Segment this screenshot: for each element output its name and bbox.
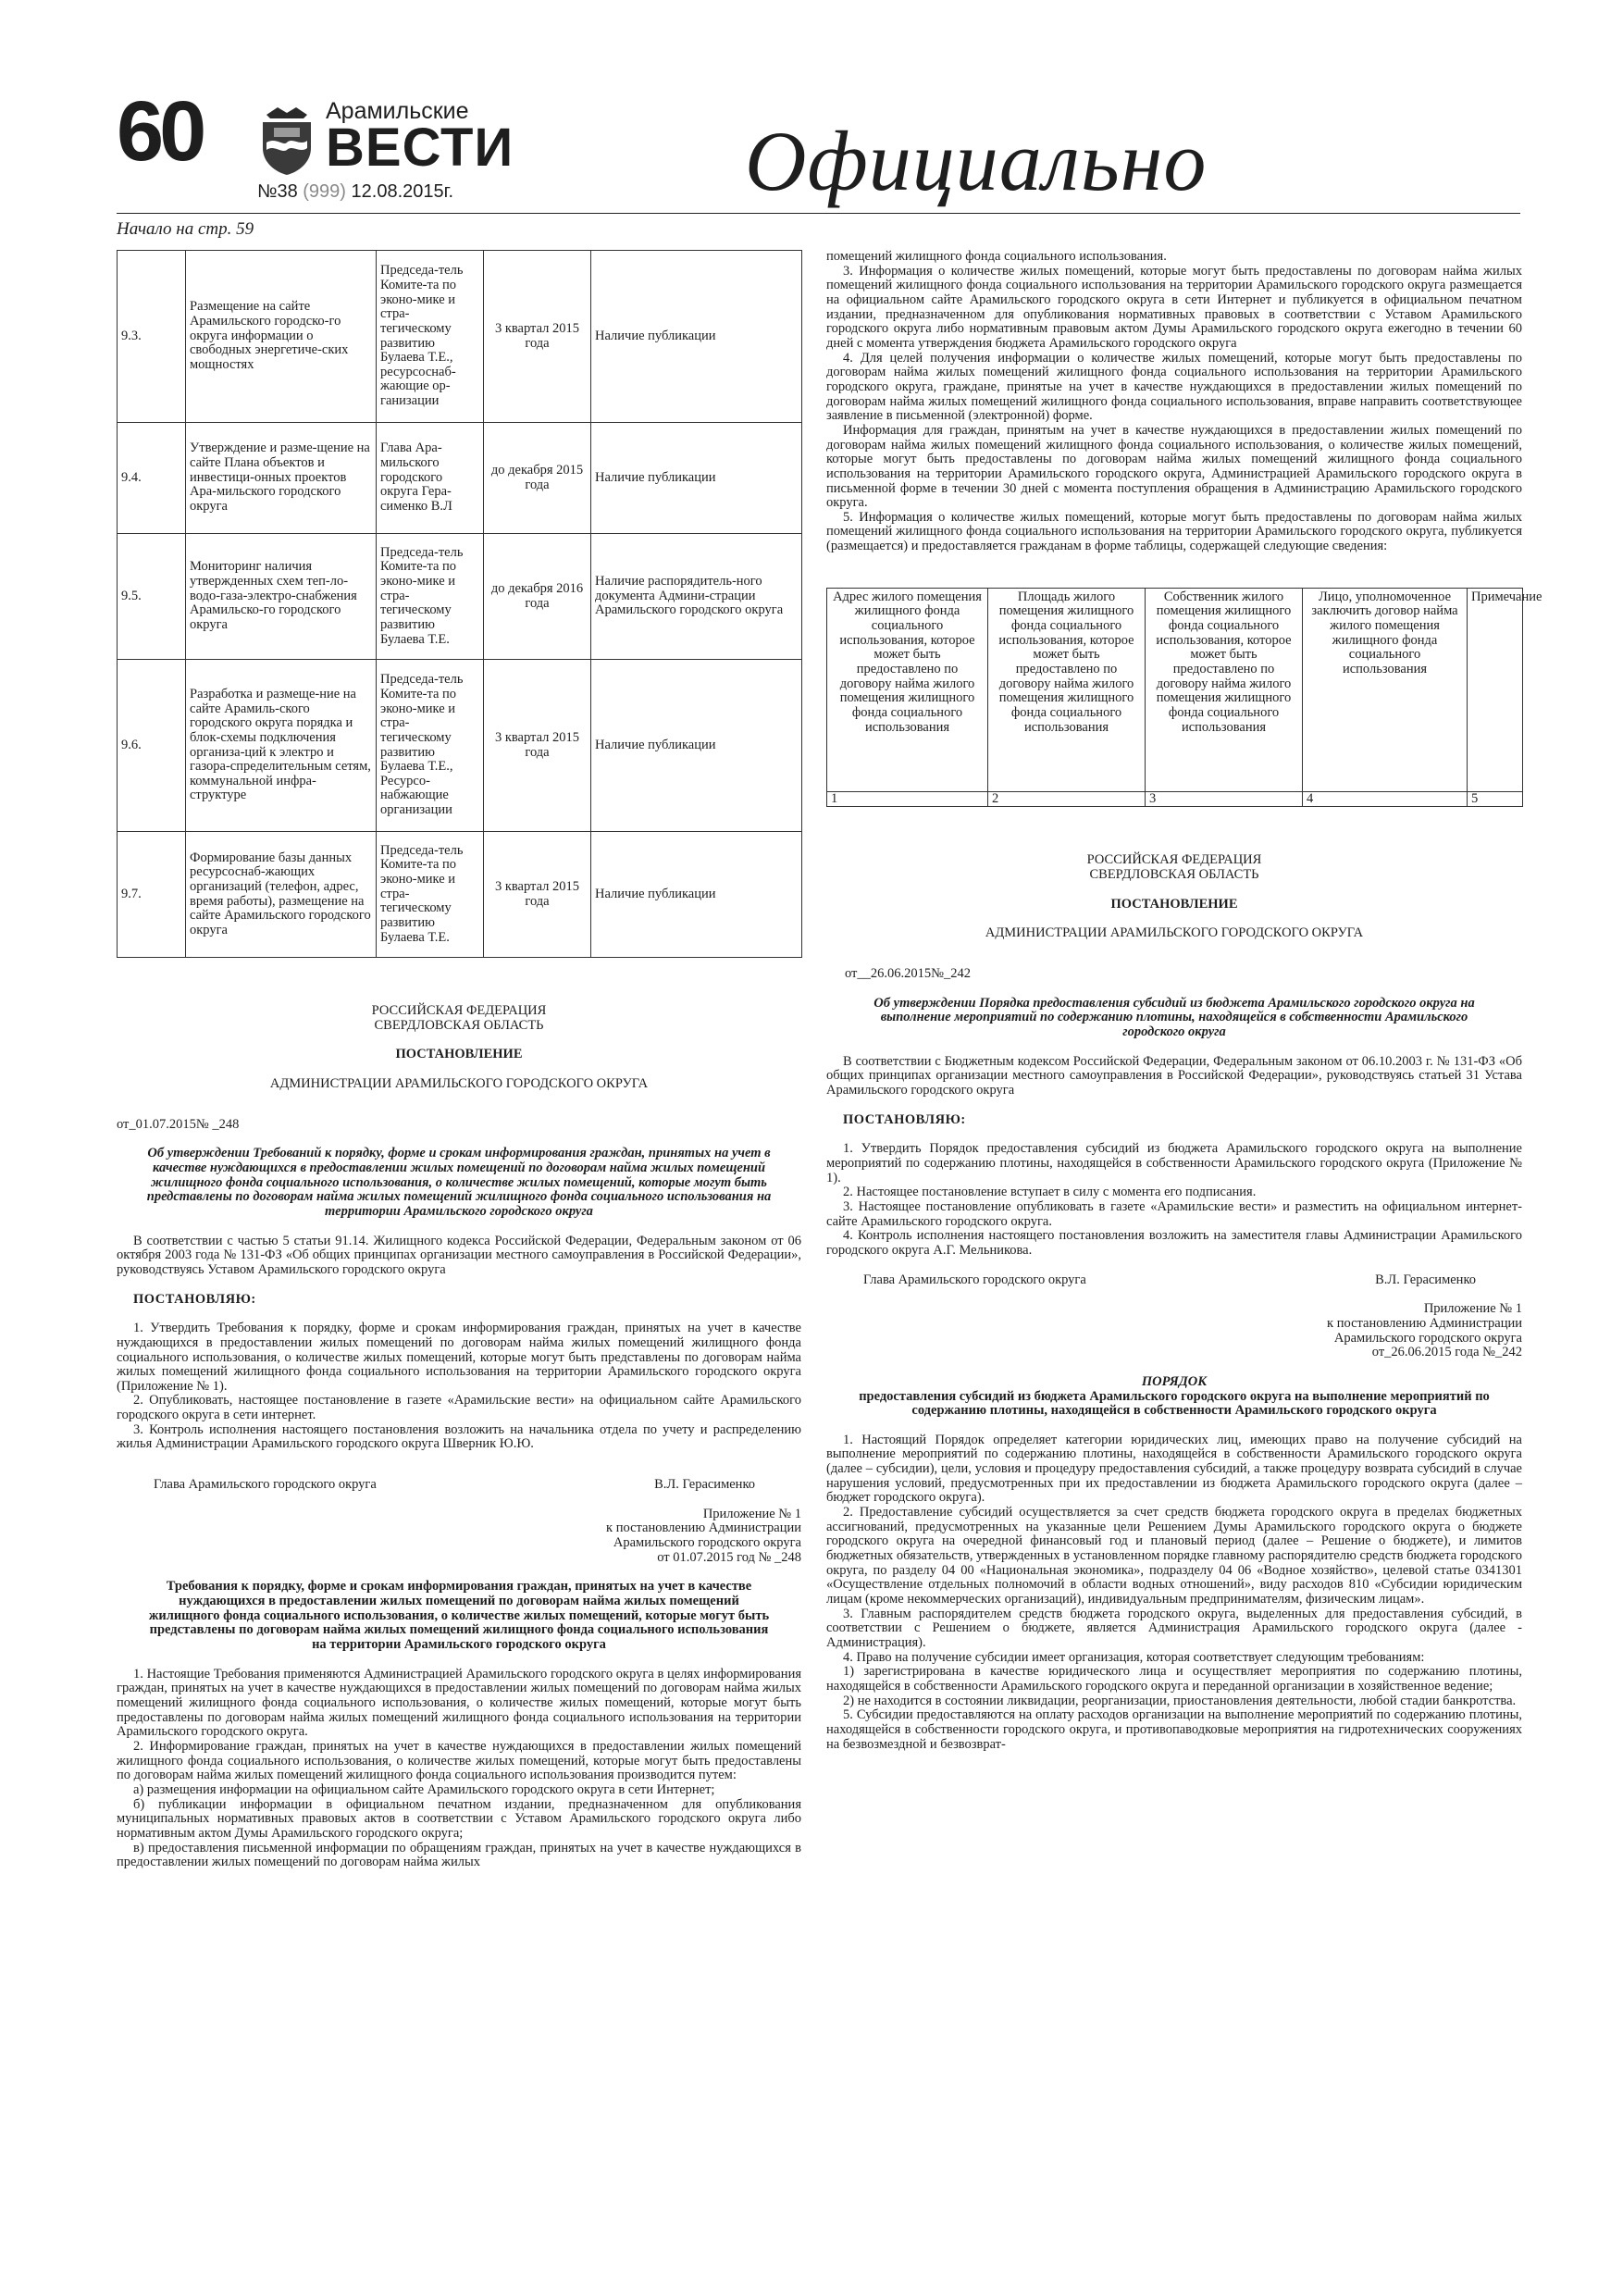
table-cell-responsible: Глава Ара-мильского городского округа Гера-сименко В.Л	[377, 423, 484, 534]
appendix-line: от 01.07.2015 год № _248	[657, 1549, 801, 1565]
table-cell-result: Наличие публикации	[591, 660, 802, 832]
requirements-item: 1. Настоящие Требования применяются Администрацией Арамильского городского округа в целях информирования граждан, принятых на учет в качестве нуждающихся в предоставлении жилых помещений по договорам найма жилых помещений жилищного фонда социального использования, о количестве жилых помещений, которые могут быть предоставлены по договорам найма жилых помещений жилищного фонда социального использования на территории Арамильского городского округа.	[117, 1666, 801, 1740]
order-item: 1. Настоящий Порядок определяет категории юридических лиц, имеющих право на получение субсидий на выполнение мероприятий по содержанию плотины, находящейся в собственности Арамильского городского округа (далее – субсидии), цели, условия и процедуру предоставления субсидий, а также процедуру возврата субсидий в случае нарушения условий, предусмотренных при их предоставлении из бюджета Арамильского городского округа (далее – бюджет городского округа).	[826, 1432, 1522, 1506]
table-cell-event: Формирование базы данных ресурсоснаб-жающих организаций (телефон, адрес, время работы), размещение на сайте Арамильского городского округа	[186, 832, 377, 958]
issue-line	[257, 182, 453, 201]
doc-item: 3. Контроль исполнения настоящего постановления возложить на начальника отдела по учету и распределению жилья Администрации Арамильского городского округа Шверник Ю.Ю.	[117, 1421, 801, 1452]
table-row	[827, 791, 1523, 807]
table-cell: 1	[827, 791, 988, 807]
order-item: 3. Главным распорядителем средств бюджета городского округа, выделенных для предоставления субсидий, в соответствии с Решением о бюджете, является Администрация Арамильского городского округа (далее - Администрация).	[826, 1606, 1522, 1650]
order-item: 4. Право на получение субсидии имеет организация, которая соответствует следующим требованиям:	[843, 1649, 1425, 1665]
doc-title: Об утверждении Требований к порядку, форме и срокам информирования граждан, принятых на учет в качестве нуждающихся в предоставлении жилых помещений по договорам найма жилых помещений жилищного фонда социального использования, о количестве жилых помещений, которые могут быть представлены по договорам найма жилых помещений жилищного фонда социального использования на территории Арамильского городского округа	[146, 1146, 772, 1219]
doc-date: от_01.07.2015№ _248	[117, 1116, 240, 1132]
signature-block	[826, 1273, 1522, 1288]
doc-type: ПОСТАНОВЛЕНИЕ	[395, 1047, 523, 1062]
body-paragraph: Информация для граждан, принятым на учет в качестве нуждающихся в предоставлении жилых помещений по договорам найма жилых помещений жилищного фонда социального использования, о количестве жилых помещений, которые могут быть предоставлены по договорам найма жилых помещений жилищного фонда социального использования на территории Арамильского городского округа, Администрацией Арамильского городского округа в письменной форме в течении 30 дней с момента поступления обращения в Администрацию Арамильского городского округа.	[826, 422, 1522, 511]
requirements-item: в) предоставления письменной информации по обращениям граждан, принятых на учет в качестве нуждающихся в предоставлении жилых помещений по договорам найма жилых	[117, 1840, 801, 1870]
table-cell-num: 9.5.	[118, 534, 186, 660]
doc-preamble: В соответствии с Бюджетным кодексом Российской Федерации, Федеральным законом от 06.10.2003 г. № 131-ФЗ «Об общих принципах организации местного самоуправления в Российской Федерации», руководствуясь статьей 31 Устава Арамильского городского округа	[826, 1053, 1522, 1098]
doc-item: 2. Опубликовать, настоящее постановление в газете «Арамильские вести» на официальном сайте Арамильского городского округа в сети интернет.	[117, 1393, 801, 1423]
table-header-cell: Собственник жилого помещения жилищного фонда социального использования, которое может быть предоставлено по договору найма жилого помещения жилищного фонда социального использования	[1146, 588, 1303, 791]
table-cell: 4	[1303, 791, 1468, 807]
appendix-line: Приложение № 1	[1423, 1301, 1522, 1317]
table-row	[118, 251, 802, 423]
requirements-title: Требования к порядку, форме и срокам информирования граждан, принятых на учет в качестве нуждающихся в предоставлении жилых помещений по договорам найма жилых помещений жилищного фонда социального использования, о количестве жилых помещений, которые могут быть представлены по договорам найма жилых помещений жилищного фонда социального использования на территории Арамильского городского округа	[148, 1579, 770, 1652]
signature-role: Глава Арамильского городского округа	[863, 1272, 1086, 1287]
body-paragraph: 5. Информация о количестве жилых помещений, которые могут быть предоставлены по договорам найма жилых помещений жилищного фонда социального использования на территории Арамильского городского округа, публикуется (размещается) и предоставляется гражданам в форме таблицы, содержащей следующие сведения:	[826, 509, 1522, 554]
table-cell: 2	[988, 791, 1146, 807]
doc-item: 3. Настоящее постановление опубликовать в газете «Арамильские вести» и разместить на официальном интернет-сайте Арамильского городского округа.	[826, 1198, 1522, 1229]
table-cell-event: Мониторинг наличия утвержденных схем теп-ло-водо-газа-электро-снабжения Арамильско-го городского округа	[186, 534, 377, 660]
signature-name: В.Л. Герасименко	[654, 1477, 755, 1493]
appendix-line: от_26.06.2015 года №_242	[1371, 1345, 1522, 1360]
section-title: Официально	[745, 114, 1208, 208]
plan-table	[117, 250, 802, 958]
table-cell-responsible: Председа-тель Комите-та по эконо-мике и стра-тегическому развитию Булаева Т.Е.	[377, 534, 484, 660]
table-cell-term: 3 квартал 2015 года	[484, 832, 591, 958]
coat-of-arms-icon	[257, 105, 316, 180]
doc-item: 1. Утвердить Требования к порядку, форме и срокам информирования граждан, принятых на учет в качестве нуждающихся в предоставлении жилых помещений по договорам найма жилых помещений жилищного фонда социального использования, о количестве жилых помещений, которые могут быть представлены по договорам найма жилых помещений жилищного фонда социального использования на территории Арамильского городского округа (Приложение № 1).	[117, 1321, 801, 1394]
logo-title: ВЕСТИ	[326, 118, 514, 178]
table-header-cell: Адрес жилого помещения жилищного фонда социального использования, которое может быть предоставлено по договору найма жилого помещения жилищного фонда социального использования	[827, 588, 988, 791]
doc-title: Об утверждении Порядка предоставления субсидий из бюджета Арамильского городского округа на выполнение мероприятий по содержанию плотины, находящейся в собственности Арамильского городского округа	[873, 995, 1475, 1040]
body-paragraph: 3. Информация о количестве жилых помещений, которые могут быть предоставлены по договорам найма жилых помещений жилищного фонда социального использования на территории Арамильского городского округа размещается на официальном сайте Арамильского городского округа в сети Интернет и публикуется в официальном печатном издании, предназначенном для опубликования нормативных правовых в соответствии с Уставом Арамильского городского округа либо нормативным правовым актом Думы Арамильского городского округа ежегодно в течении 60 дней с момента утверждения бюджета Арамильского городского округа	[826, 263, 1522, 351]
continued-note: Начало на стр. 59	[117, 219, 254, 239]
header-divider	[117, 213, 1520, 214]
appendix-line: Арамильского городского округа	[613, 1535, 801, 1551]
table-cell-responsible: Председа-тель Комите-та по эконо-мике и стра-тегическому развитию Булаева Т.Е., ресурсоснаб-жающие ор-ганизации	[377, 251, 484, 423]
appendix-line: к постановлению Администрации	[1327, 1315, 1522, 1331]
table-cell-event: Утверждение и разме-щение на сайте Плана объектов и инвестици-онных проектов Ара-мильского городского округа	[186, 423, 377, 534]
table-cell-term: 3 квартал 2015 года	[484, 660, 591, 832]
left-column	[117, 250, 801, 1870]
doc-authority: АДМИНИСТРАЦИИ АРАМИЛЬСКОГО ГОРОДСКОГО ОКРУГА	[269, 1075, 649, 1091]
appendix-line: Арамильского городского округа	[1333, 1330, 1522, 1346]
order-item: 1) зарегистрирована в качестве юридического лица и осуществляет мероприятия по содержанию плотины, находящейся в собственности Арамильского городского округа и переданной организации в хозяйственное ведение;	[826, 1664, 1522, 1694]
page-number: 60	[117, 84, 203, 179]
logo-subtitle: Арамильские	[326, 98, 469, 124]
doc-resolve: ПОСТАНОВЛЯЮ:	[843, 1111, 966, 1127]
requirements-item: 2. Информирование граждан, принятых на учет в качестве нуждающихся в предоставлении жилых помещений жилищного фонда социального использования, о количестве жилых помещений, которые могут быть предоставлены по договорам найма жилых помещений жилищного фонда социального использования производится путем:	[117, 1738, 801, 1783]
table-row	[118, 832, 802, 958]
signature-name: В.Л. Герасименко	[1375, 1272, 1476, 1287]
table-cell-result: Наличие публикации	[591, 832, 802, 958]
table-cell-result: Наличие публикации	[591, 423, 802, 534]
issue-date: 12.08.2015г.	[351, 181, 454, 202]
table-cell-term: до декабря 2015 года	[484, 423, 591, 534]
table-cell-result: Наличие распорядитель-ного документа Админи-страции Арамильского городского округа	[591, 534, 802, 660]
table-header-row	[827, 588, 1523, 791]
order-item: 2) не находится в состоянии ликвидации, реорганизации, приостановления деятельности, любой стадии банкротства.	[843, 1693, 1517, 1708]
table-cell-num: 9.7.	[118, 832, 186, 958]
requirements-item: б) публикации информации в официальном печатном издании, предназначенном для опубликования муниципальных нормативных правовых актов в соответствии с Уставом Арамильского городского округа либо нормативным актом Думы Арамильского городского округа;	[117, 1796, 801, 1841]
appendix-line: к постановлению Администрации	[606, 1520, 801, 1536]
requirements-item: а) размещения информации на официальном сайте Арамильского городского округа в сети Интернет;	[133, 1781, 715, 1797]
doc-date: от__26.06.2015№_242	[845, 966, 971, 982]
signature-block	[117, 1478, 801, 1493]
doc-region: СВЕРДЛОВСКАЯ ОБЛАСТЬ	[374, 1017, 544, 1033]
table-cell: 5	[1468, 791, 1523, 807]
info-table	[826, 588, 1542, 808]
doc-preamble: В соответствии с частью 5 статьи 91.14. Жилищного кодекса Российской Федерации, Федеральным законом от 06 октября 2003 года № 131-ФЗ «Об общих принципах организации местного самоуправления в Российской Федерации», руководствуясь Уставом Арамильского городского округа	[117, 1233, 801, 1277]
table-cell-num: 9.6.	[118, 660, 186, 832]
issue-total: (999)	[303, 181, 346, 202]
order-subtitle: предоставления субсидий из бюджета Арамильского городского округа на выполнение мероприятий по содержанию плотины, находящейся в собственности Арамильского городского округа	[859, 1388, 1490, 1419]
table-cell-term: до декабря 2016 года	[484, 534, 591, 660]
doc-type: ПОСТАНОВЛЕНИЕ	[1110, 896, 1238, 912]
table-row	[118, 534, 802, 660]
doc-resolve: ПОСТАНОВЛЯЮ:	[133, 1291, 256, 1307]
order-title: ПОРЯДОК	[1141, 1373, 1208, 1389]
doc-country: РОССИЙСКАЯ ФЕДЕРАЦИЯ	[1086, 852, 1262, 868]
order-item: 2. Предоставление субсидий осуществляется за счет средств бюджета городского округа в пределах бюджетных ассигнований, предусмотренных на указанные цели Решением Думы Арамильского городского округа о бюджете городского округа на очередной финансовый год и плановый период (далее – Решение о бюджете), и лимитов бюджетных обязательств, утвержденных в установленном порядке главному распорядителю средств бюджета городского округа, по разделу 04 00 «Национальная экономика», подразделу 04 06 «Водное хозяйство», целевой статье 0341301 «Осуществление отдельных полномочий в области водных отношений», виду расходов 810 «Субсидии юридическим лицам (кроме некоммерческих организаций), индивидуальным предпринимателям, физическим лицам».	[826, 1505, 1522, 1607]
table-cell-num: 9.4.	[118, 423, 186, 534]
table-row	[118, 660, 802, 832]
table-cell-event: Разработка и размеще-ние на сайте Арамиль-ского городского округа порядка и блок-схемы подключения организа-ций к электро и газора-спределительным сетям, коммунальной инфра-структуре	[186, 660, 377, 832]
issue-number: №38	[257, 181, 298, 202]
table-header-cell: Примечание	[1468, 588, 1523, 791]
order-item: 5. Субсидии предоставляются на оплату расходов организации на выполнение мероприятий по содержанию плотины, находящейся в собственности городского округа, и противопаводковые мероприятия на гидротехнических сооружениях на безвозмездной и безвозврат-	[826, 1707, 1522, 1752]
table-cell-responsible: Председа-тель Комите-та по эконо-мике и стра-тегическому развитию Булаева Т.Е.	[377, 832, 484, 958]
table-row	[118, 423, 802, 534]
continued-paragraph: помещений жилищного фонда социального использования.	[826, 249, 1167, 264]
right-column	[826, 249, 1542, 1752]
body-paragraph: 4. Для целей получения информации о количестве жилых помещений, которые могут быть предоставлены по договорам найма жилых помещений жилищного фонда социального использования на территории Арамильского городского округа, граждане, принятые на учет в качестве нуждающихся в предоставлении жилых помещений по договорам найма жилых помещений жилищного фонда социального использования, вправе направить соответствующее заявление в письменной (электронной) форме.	[826, 350, 1522, 424]
doc-region: СВЕРДЛОВСКАЯ ОБЛАСТЬ	[1089, 867, 1259, 883]
table-cell-term: 3 квартал 2015 года	[484, 251, 591, 423]
table-cell-result: Наличие публикации	[591, 251, 802, 423]
doc-item: 1. Утвердить Порядок предоставления субсидий из бюджета Арамильского городского округа на выполнение мероприятий по содержанию плотины, находящейся в собственности Арамильского городского округа (Приложение № 1).	[826, 1141, 1522, 1185]
appendix-line: Приложение № 1	[702, 1506, 801, 1521]
table-cell-responsible: Председа-тель Комите-та по эконо-мике и стра-тегическому развитию Булаева Т.Е., Ресурсо-набжающие организации	[377, 660, 484, 832]
signature-role: Глава Арамильского городского округа	[154, 1477, 377, 1493]
doc-country: РОССИЙСКАЯ ФЕДЕРАЦИЯ	[371, 1003, 547, 1018]
doc-item: 4. Контроль исполнения настоящего постановления возложить на заместителя главы Администрации Арамильского городского округа А.Г. Мельникова.	[826, 1228, 1522, 1258]
table-cell: 3	[1146, 791, 1303, 807]
table-cell-num: 9.3.	[118, 251, 186, 423]
table-header-cell: Лицо, уполномоченное заключить договор найма жилого помещения жилищного фонда социального использования	[1303, 588, 1468, 791]
doc-authority: АДМИНИСТРАЦИИ АРАМИЛЬСКОГО ГОРОДСКОГО ОКРУГА	[985, 925, 1364, 941]
doc-item: 2. Настоящее постановление вступает в силу с момента его подписания.	[843, 1185, 1257, 1200]
table-cell-event: Размещение на сайте Арамильского городско-го округа информации о свободных энергетиче-ских мощностях	[186, 251, 377, 423]
table-header-cell: Площадь жилого помещения жилищного фонда социального использования, которое может быть предоставлено по договору найма жилого помещения жилищного фонда социального использования	[988, 588, 1146, 791]
